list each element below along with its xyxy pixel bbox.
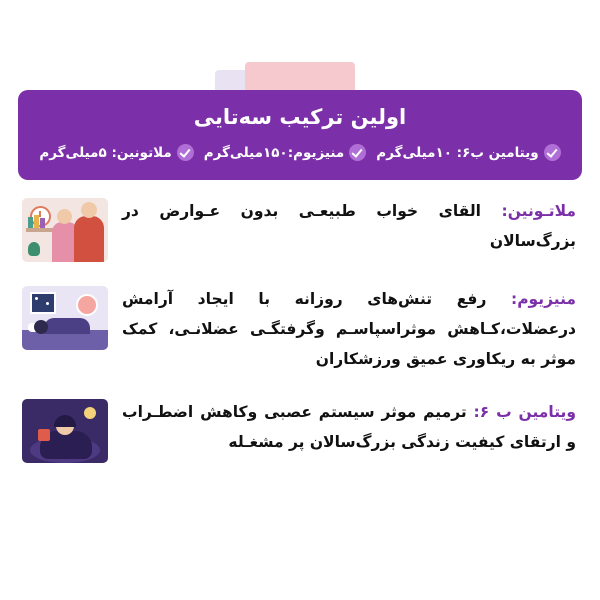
benefit-term: ویتامین ب ۶: [473, 402, 576, 421]
banner-ingredient-item [204, 144, 367, 161]
melatonin-illustration [22, 198, 108, 262]
benefit-description: رفع تنش‌های روزانه با ایجاد آرامش درعضلات،کـاهش موثراسپاسـم وگرفتگـی عضلانـی، کمک موثر به ریکاوری عمیق ورزشکاران [122, 290, 576, 369]
person-man-shape [74, 216, 104, 262]
benefit-description: ترمیم موثر سیستم عصبی وکاهش اضطـراب و ارتقای کیفیت زندگی بزرگ‌سالان پر مشغـله [122, 402, 576, 451]
check-circle-icon [349, 144, 366, 161]
banner-ingredient-label: منیزیوم:۱۵۰میلی‌گرم [203, 144, 345, 161]
banner-ingredient-label: ویتامین ب۶: ۱۰میلی‌گرم [376, 144, 539, 161]
check-circle-icon [544, 144, 561, 161]
star-icon [46, 302, 49, 305]
person-hair-shape [54, 415, 76, 427]
benefit-rows [0, 196, 600, 485]
book-shape [28, 217, 33, 228]
mug-icon [38, 429, 50, 441]
benefit-text [108, 397, 576, 457]
benefit-text [108, 284, 576, 375]
wall-clock-icon [76, 294, 98, 316]
banner-ingredient-item [376, 144, 560, 161]
book-shape [34, 215, 39, 228]
star-icon [35, 297, 38, 300]
banner-title: اولین ترکیب سه‌تایی [193, 105, 407, 129]
benefit-row-vitamin-b6 [0, 397, 600, 463]
header-banner [18, 90, 582, 180]
top-decoration [0, 0, 600, 95]
banner-ingredient-item [39, 144, 193, 161]
benefit-term: ملاتـونین: [501, 202, 576, 220]
check-circle-icon [177, 144, 194, 161]
night-window-shape [30, 292, 56, 314]
benefit-term: منیزیوم: [511, 290, 576, 308]
plant-shape [28, 242, 40, 256]
banner-ingredient-list [18, 144, 582, 161]
benefit-text [108, 196, 576, 256]
vitamin-b6-illustration [22, 399, 108, 463]
benefit-description: القای خواب طبیعـی بدون عـوارض در بزرگ‌سالان [122, 202, 576, 251]
sleeping-person-shape [44, 318, 90, 334]
banner-ingredient-label: ملاتونین: ۵میلی‌گرم [39, 144, 172, 161]
moon-icon [84, 407, 96, 419]
book-shape [40, 218, 45, 228]
benefit-row-magnesium [0, 284, 600, 375]
benefit-row-melatonin [0, 196, 600, 262]
magnesium-illustration [22, 286, 108, 350]
